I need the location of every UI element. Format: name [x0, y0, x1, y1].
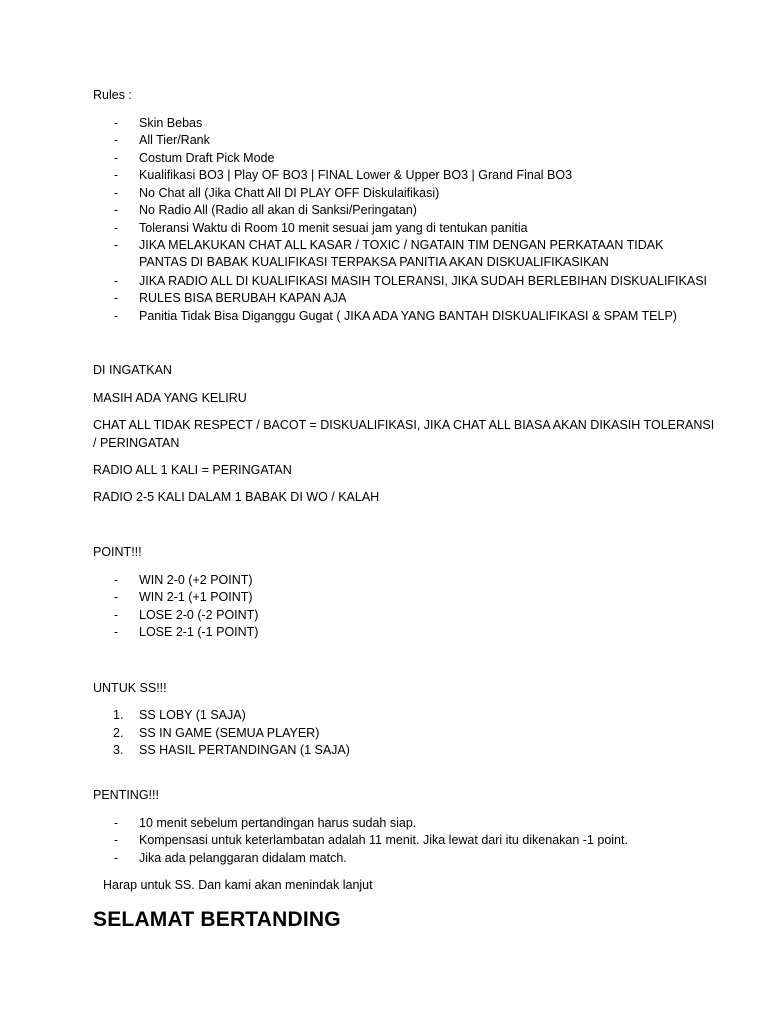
bullet-marker: - [114, 625, 119, 639]
point-text: LOSE 2-0 (-2 POINT) [139, 608, 259, 622]
list-item [0, 132, 768, 149]
ss-text: SS IN GAME (SEMUA PLAYER) [139, 726, 320, 740]
point-text: LOSE 2-1 (-1 POINT) [139, 625, 259, 639]
reminder-line: CHAT ALL TIDAK RESPECT / BACOT = DISKUALIFIKASI, JIKA CHAT ALL BIASA AKAN DIKASIH TOLERANSI [93, 418, 715, 432]
important-text: 10 menit sebelum pertandingan harus sudah siap. [139, 816, 417, 830]
bullet-marker: - [114, 186, 119, 200]
number-marker: 2. [113, 726, 124, 740]
bullet-marker: - [114, 851, 119, 865]
points-heading: POINT!!! [93, 545, 142, 559]
list-item [0, 290, 768, 307]
bullet-marker: - [114, 608, 119, 622]
rule-text: RULES BISA BERUBAH KAPAN AJA [139, 291, 347, 305]
rule-text: JIKA MELAKUKAN CHAT ALL KASAR / TOXIC / NGATAIN TIM DENGAN PERKATAAN TIDAK PANTAS DI BABAK KUALIFIKASI TERPAKSA PANITIA AKAN DISKUALIFIKASIKAN [139, 238, 664, 269]
list-item [0, 707, 768, 724]
list-item [0, 815, 768, 832]
reminder-line: / PERINGATAN [93, 436, 180, 450]
rule-text: All Tier/Rank [139, 133, 210, 147]
bullet-marker: - [114, 221, 119, 235]
bullet-marker: - [114, 133, 119, 147]
rules-heading: Rules : [93, 88, 132, 102]
rule-text: No Chat all (Jika Chatt All DI PLAY OFF Diskulaifikasi) [139, 186, 440, 200]
bullet-marker: - [114, 590, 119, 604]
number-marker: 3. [113, 743, 124, 757]
list-item [0, 237, 768, 272]
important-heading: PENTING!!! [93, 788, 159, 802]
bullet-marker: - [114, 274, 119, 288]
reminder-line: MASIH ADA YANG KELIRU [93, 391, 247, 405]
bullet-marker: - [114, 116, 119, 130]
important-text: Kompensasi untuk keterlambatan adalah 11 menit. Jika lewat dari itu dikenakan -1 point. [139, 833, 628, 847]
list-item [0, 220, 768, 237]
list-item [0, 202, 768, 219]
ss-heading: UNTUK SS!!! [93, 681, 167, 695]
bullet-marker: - [114, 291, 119, 305]
list-item [0, 115, 768, 132]
rule-text: Kualifikasi BO3 | Play OF BO3 | FINAL Lower & Upper BO3 | Grand Final BO3 [139, 168, 573, 182]
closing-title: SELAMAT BERTANDING [93, 908, 341, 931]
list-item [0, 572, 768, 589]
ss-text: SS LOBY (1 SAJA) [139, 708, 246, 722]
important-text: Jika ada pelanggaran didalam match. [139, 851, 347, 865]
rule-text: Skin Bebas [139, 116, 203, 130]
bullet-marker: - [114, 238, 119, 252]
bullet-marker: - [114, 573, 119, 587]
important-note: Harap untuk SS. Dan kami akan menindak lanjut [103, 878, 373, 892]
list-item [0, 742, 768, 759]
rule-text: Toleransi Waktu di Room 10 menit sesuai jam yang di tentukan panitia [139, 221, 528, 235]
ss-text: SS HASIL PERTANDINGAN (1 SAJA) [139, 743, 350, 757]
reminder-heading: DI INGATKAN [93, 363, 172, 377]
list-item [0, 607, 768, 624]
list-item [0, 308, 768, 325]
bullet-marker: - [114, 816, 119, 830]
rule-text: Costum Draft Pick Mode [139, 151, 275, 165]
list-item [0, 589, 768, 606]
point-text: WIN 2-0 (+2 POINT) [139, 573, 253, 587]
bullet-marker: - [114, 203, 119, 217]
reminder-line: RADIO ALL 1 KALI = PERINGATAN [93, 463, 292, 477]
rule-text: JIKA RADIO ALL DI KUALIFIKASI MASIH TOLERANSI, JIKA SUDAH BERLEBIHAN DISKUALIFIKASI [139, 274, 708, 288]
list-item [0, 832, 768, 849]
number-marker: 1. [113, 708, 124, 722]
bullet-marker: - [114, 309, 119, 323]
point-text: WIN 2-1 (+1 POINT) [139, 590, 253, 604]
list-item [0, 850, 768, 867]
list-item [0, 725, 768, 742]
reminder-line: RADIO 2-5 KALI DALAM 1 BABAK DI WO / KALAH [93, 490, 380, 504]
list-item [0, 273, 768, 290]
list-item [0, 624, 768, 641]
list-item [0, 185, 768, 202]
list-item [0, 167, 768, 184]
rule-text: Panitia Tidak Bisa Diganggu Gugat ( JIKA ADA YANG BANTAH DISKUALIFIKASI & SPAM TELP) [139, 309, 677, 323]
bullet-marker: - [114, 168, 119, 182]
bullet-marker: - [114, 151, 119, 165]
rule-text: No Radio All (Radio all akan di Sanksi/Peringatan) [139, 203, 417, 217]
bullet-marker: - [114, 833, 119, 847]
list-item [0, 150, 768, 167]
